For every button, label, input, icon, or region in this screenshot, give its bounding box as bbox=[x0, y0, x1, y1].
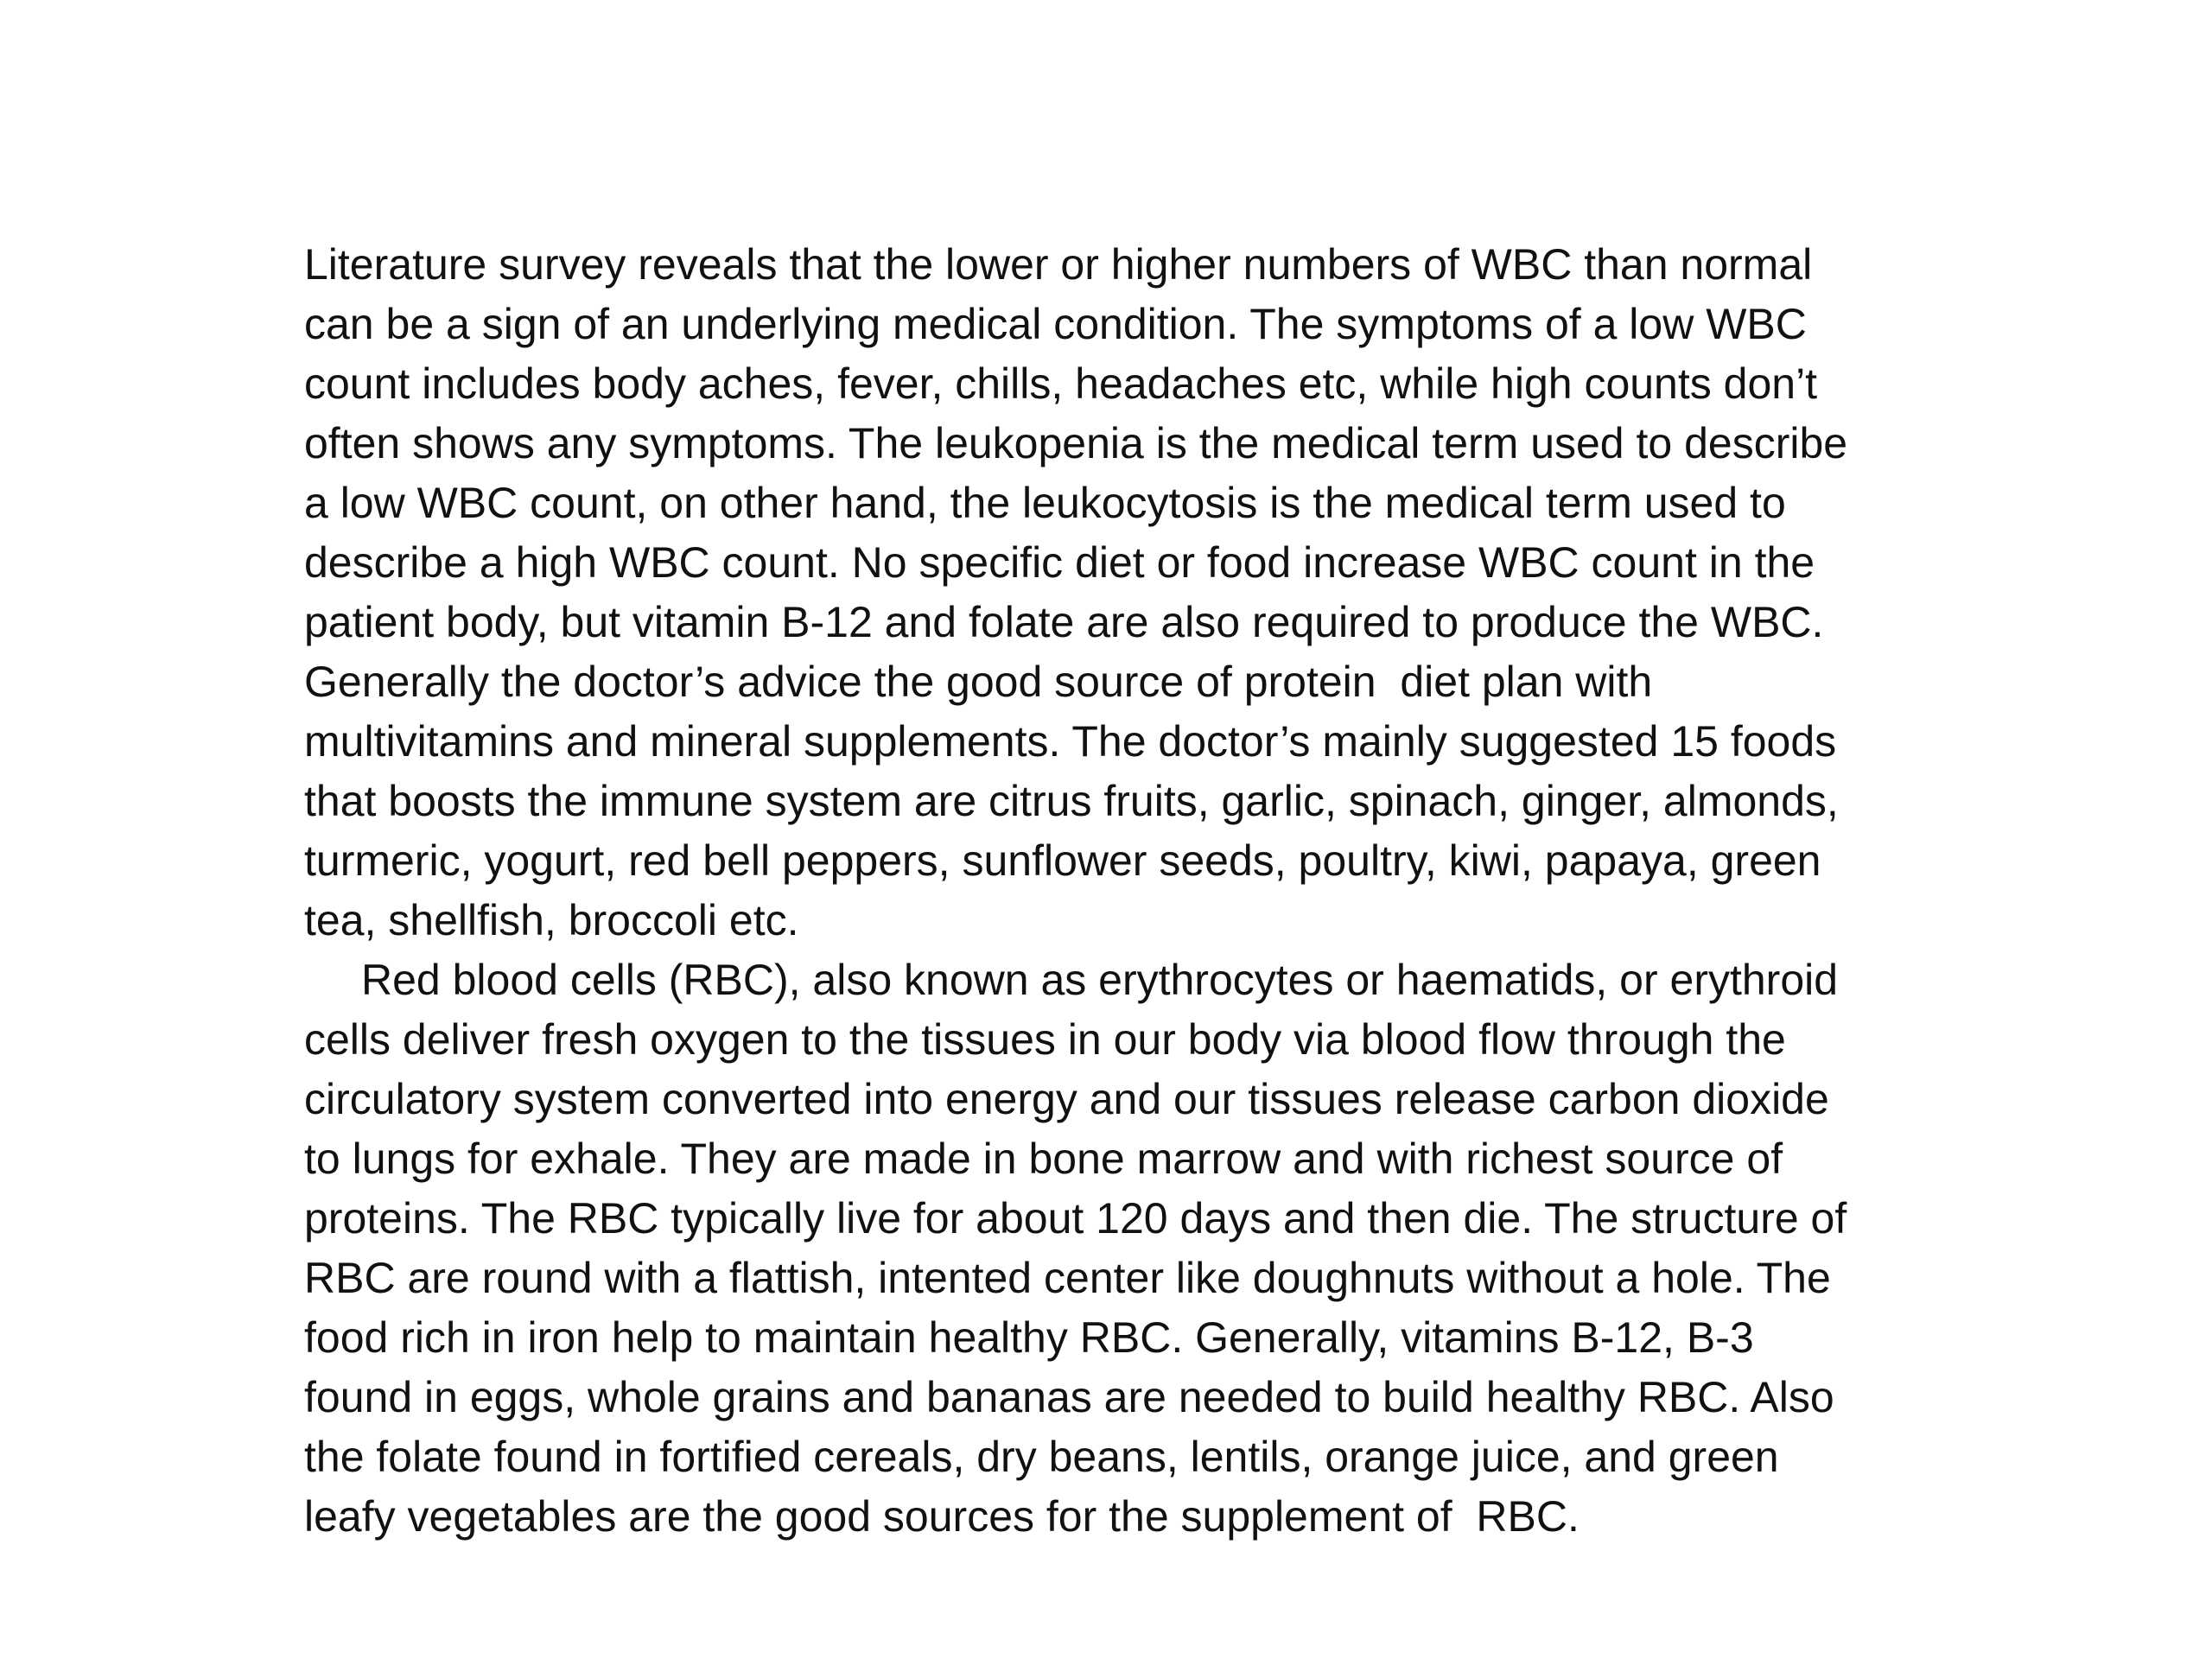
text-line: Red blood cells (RBC), also known as erythrocytes or haematids, or erythroid bbox=[361, 956, 1839, 1004]
text-line: tea, shellfish, broccoli etc. bbox=[304, 896, 799, 944]
text-line: turmeric, yogurt, red bell peppers, sunflower seeds, poultry, kiwi, papaya, green bbox=[304, 836, 1821, 885]
text-line: Generally the doctor’s advice the good source of protein diet plan with bbox=[304, 658, 1653, 706]
text-line: often shows any symptoms. The leukopenia is the medical term used to describe bbox=[304, 419, 1848, 467]
text-line: Literature survey reveals that the lower or higher numbers of WBC than normal bbox=[304, 240, 1813, 289]
text-line: count includes body aches, fever, chills, headaches etc, while high counts don’t bbox=[304, 359, 1818, 408]
text-line: patient body, but vitamin B-12 and folate are also required to produce the WBC. bbox=[304, 598, 1824, 646]
text-line: circulatory system converted into energy and our tissues release carbon dioxide bbox=[304, 1075, 1829, 1123]
text-line: found in eggs, whole grains and bananas are needed to build healthy RBC. Also bbox=[304, 1373, 1834, 1421]
text-line: to lungs for exhale. They are made in bone marrow and with richest source of bbox=[304, 1135, 1783, 1183]
paragraph-wbc bbox=[304, 235, 1946, 950]
text-line: multivitamins and mineral supplements. The doctor’s mainly suggested 15 foods bbox=[304, 717, 1837, 766]
text-line: leafy vegetables are the good sources for the supplement of RBC. bbox=[304, 1492, 1580, 1541]
text-line: RBC are round with a flattish, intented center like doughnuts without a hole. The bbox=[304, 1254, 1831, 1302]
text-line: that boosts the immune system are citrus fruits, garlic, spinach, ginger, almonds, bbox=[304, 777, 1839, 825]
text-line: a low WBC count, on other hand, the leukocytosis is the medical term used to bbox=[304, 479, 1786, 527]
paragraph-rbc bbox=[304, 950, 1946, 1547]
text-line: cells deliver fresh oxygen to the tissues in our body via blood flow through the bbox=[304, 1015, 1786, 1064]
body-text bbox=[304, 235, 1946, 1547]
text-line: proteins. The RBC typically live for about 120 days and then die. The structure of bbox=[304, 1194, 1847, 1243]
text-line: food rich in iron help to maintain healthy RBC. Generally, vitamins B-12, B-3 bbox=[304, 1313, 1754, 1362]
text-line: describe a high WBC count. No specific diet or food increase WBC count in the bbox=[304, 538, 1815, 587]
text-line: the folate found in fortified cereals, dry beans, lentils, orange juice, and green bbox=[304, 1433, 1779, 1481]
text-line: can be a sign of an underlying medical condition. The symptoms of a low WBC bbox=[304, 300, 1807, 348]
